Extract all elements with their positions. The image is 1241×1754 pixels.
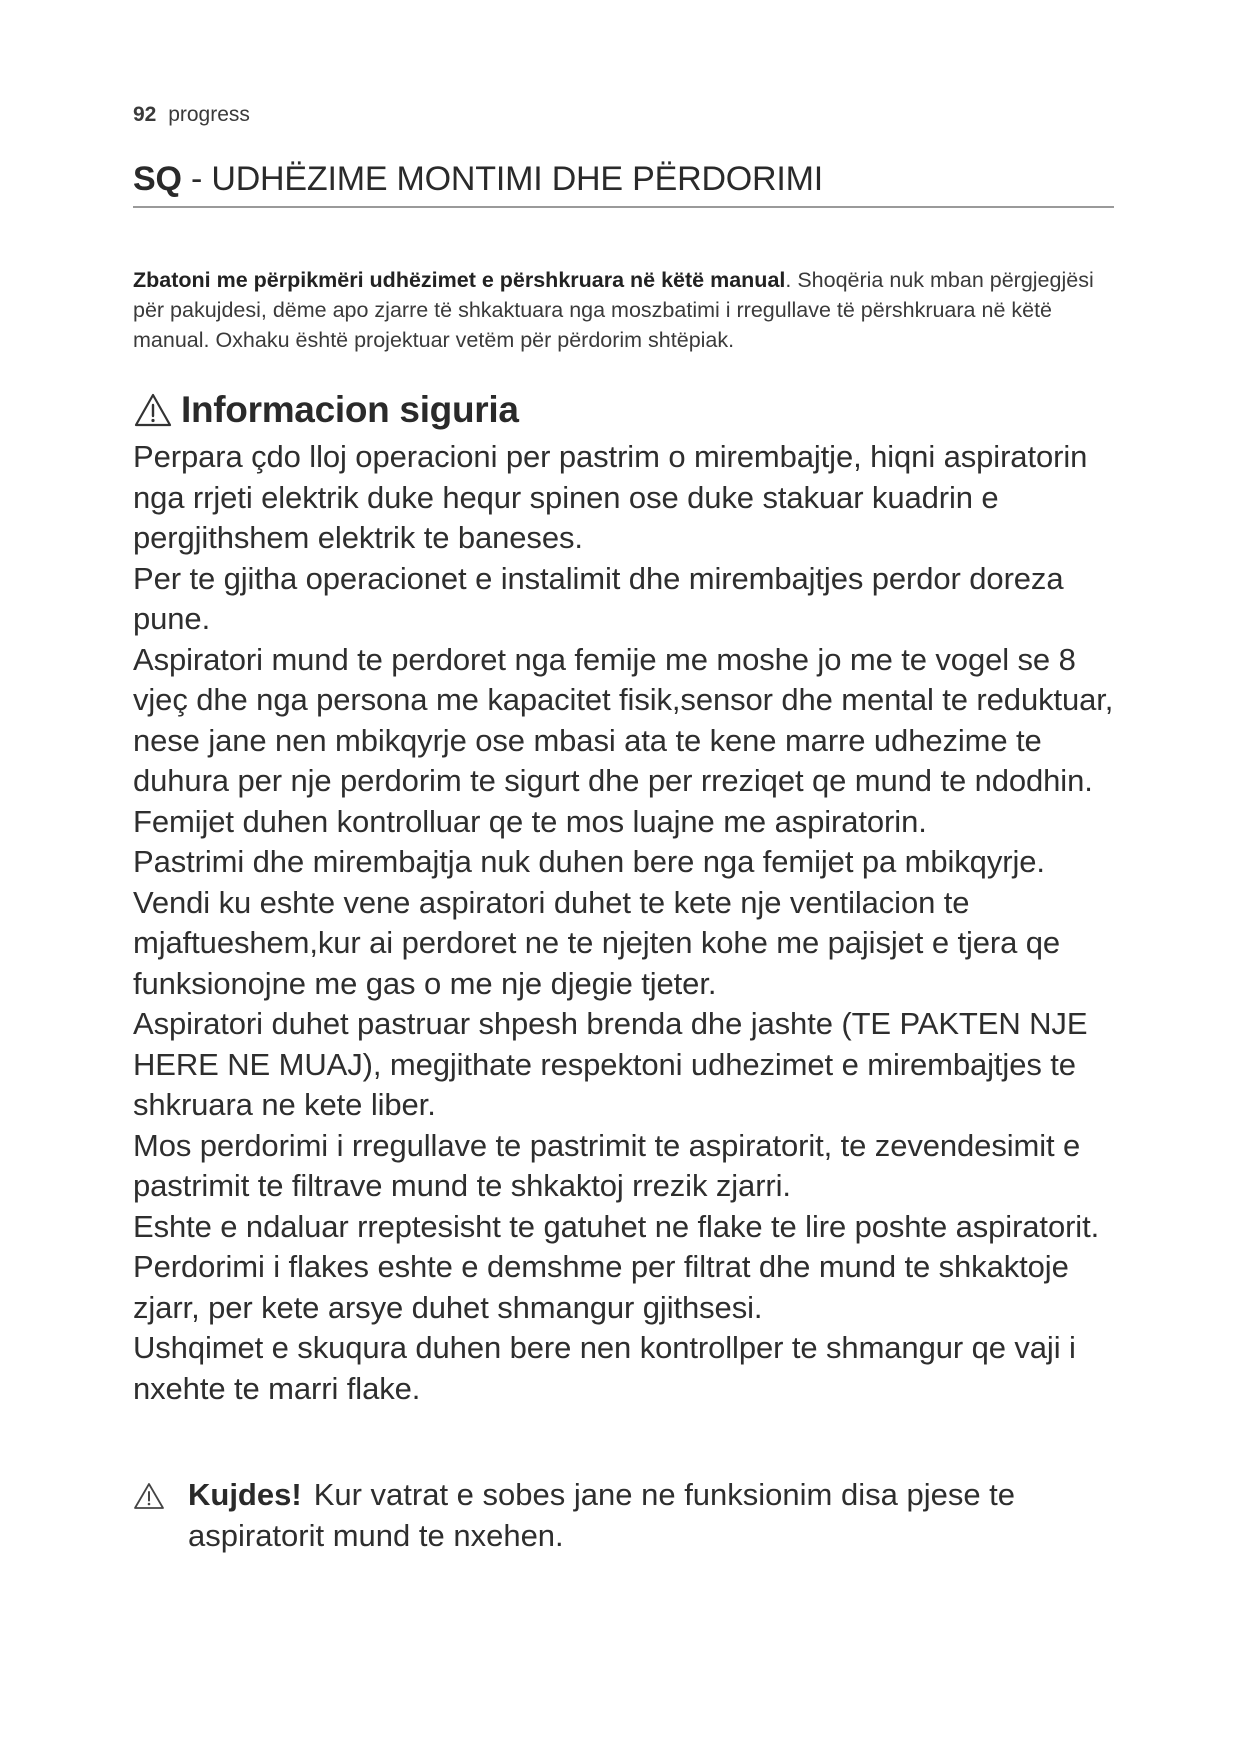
safety-body (133, 437, 1123, 1409)
caution-note (133, 1474, 1123, 1556)
safety-heading-text: Informacion siguria (181, 389, 519, 430)
safety-paragraph: Ushqimet e skuqura duhen bere nen kontrollper te shmangur qe vaji i nxehte te marri flake. (133, 1330, 1076, 1406)
safety-paragraph: Mos perdorimi i rregullave te pastrimit te aspiratorit, te zevendesimit e pastrimit te filtrave mund te shkaktoj rrezik zjarri. (133, 1127, 1081, 1203)
intro-paragraph (133, 265, 1123, 355)
warning-triangle-icon (133, 1482, 165, 1510)
safety-paragraph: Aspiratori duhet pastruar shpesh brenda dhe jashte (TE PAKTEN NJE HERE NE MUAJ), megjithate respektoni udhezimet e mirembajtjes te shkruara ne kete liber. (133, 1006, 1088, 1122)
safety-paragraph: Eshte e ndaluar rreptesisht te gatuhet ne flake te lire poshte aspiratorit. (133, 1208, 1100, 1244)
caution-body (188, 1474, 1123, 1556)
safety-paragraph: Perpara çdo lloj operacioni per pastrim o mirembajtje, hiqni aspiratorin nga rrjeti elektrik duke hequr spinen ose duke stakuar kuadrin e pergjithshem elektrik te baneses. (133, 439, 1088, 555)
section-title (133, 160, 1114, 208)
page-header (133, 103, 250, 127)
page-number: 92 (133, 103, 157, 126)
caution-text: Kur vatrat e sobes jane ne funksionim disa pjese te aspiratorit mund te nxehen. (188, 1477, 1016, 1553)
intro-text: . Shoqëria nuk mban përgjegjësi për pakujdesi, dëme apo zjarre të shkaktuara nga moszbatimi i rregullave të përshkruara në këtë manual. Oxhaku është projektuar vetëm për përdorim shtëpiak. (133, 268, 1094, 352)
safety-paragraph: Per te gjitha operacionet e instalimit dhe mirembajtjes perdor doreza pune. (133, 560, 1064, 636)
safety-paragraph: Vendi ku eshte vene aspiratori duhet te kete nje ventilacion te mjaftueshem,kur ai perdoret ne te njejten kohe me pajisjet e tjera qe funksionojne me gas o me nje djegie tjeter. (133, 884, 1061, 1001)
language-code: SQ (133, 160, 182, 198)
caution-label: Kujdes! (188, 1477, 302, 1512)
intro-bold-text: Zbatoni me përpikmëri udhëzimet e përshkruara në këtë manual (133, 268, 786, 292)
safety-paragraph: Perdorimi i flakes eshte e demshme per filtrat dhe mund te shkaktoje zjarr, per kete arsye duhet shmangur gjithsesi. (133, 1249, 1069, 1325)
safety-paragraph: Aspiratori mund te perdoret nga femije me moshe jo me te vogel se 8 vjeç dhe nga persona me kapacitet fisik,sensor dhe mental te reduktuar, nese jane nen mbikqyrje ose mbasi ata te kene marre udhezime te duhura per nje perdorim te sigurt dhe per rreziqet qe mund te ndodhin. (133, 641, 1114, 798)
warning-triangle-icon (133, 392, 173, 428)
brand-name: progress (168, 103, 250, 126)
safety-heading (133, 385, 519, 435)
safety-paragraph: Pastrimi dhe mirembajtja nuk duhen bere nga femijet pa mbikqyrje. (133, 844, 1045, 879)
safety-paragraph: Femijet duhen kontrolluar qe te mos luajne me aspiratorin. (133, 803, 927, 839)
section-title-text: - UDHËZIME MONTIMI DHE PËRDORIMI (181, 160, 824, 198)
